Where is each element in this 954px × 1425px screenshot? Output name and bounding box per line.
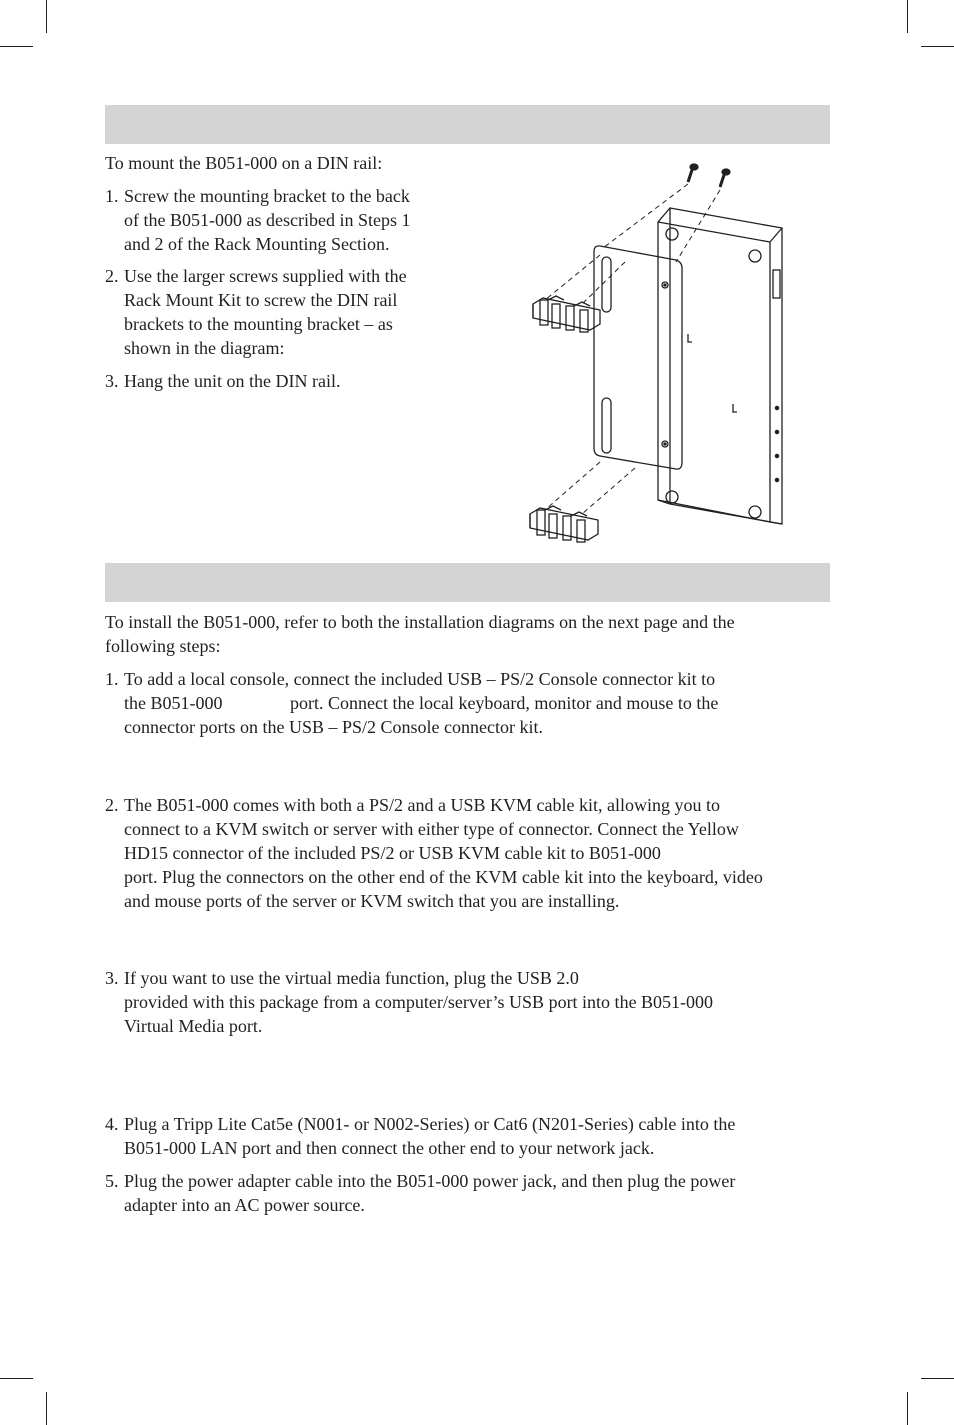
crop-mark <box>921 1378 954 1379</box>
step-number: 3. <box>105 371 119 391</box>
step-number: 2. <box>105 266 119 286</box>
step-number: 1. <box>105 669 119 689</box>
step-line: Rack Mount Kit to screw the DIN rail <box>124 290 398 310</box>
screw-icon <box>720 169 730 187</box>
kvm-unit-body <box>658 208 782 524</box>
intro-line: following steps: <box>105 636 221 656</box>
step-number: 5. <box>105 1171 119 1191</box>
step-number: 1. <box>105 186 119 206</box>
din-step <box>105 369 340 393</box>
din-rail-bracket <box>530 506 598 542</box>
crop-mark <box>0 1378 33 1379</box>
din-step <box>105 184 410 256</box>
step-line: the B051-000 port. Connect the local keyboard, monitor and mouse to the <box>124 693 719 713</box>
din-step <box>105 264 407 360</box>
step-line: brackets to the mounting bracket – as <box>124 314 393 334</box>
din-rail-bracket <box>533 296 600 332</box>
step-line: HD15 connector of the included PS/2 or USB KVM cable kit to B051-000 <box>124 843 661 863</box>
step-line: provided with this package from a computer/server’s USB port into the B051-000 <box>124 992 714 1012</box>
install-intro <box>105 610 735 658</box>
step-number: 2. <box>105 795 119 815</box>
step-line: Plug the power adapter cable into the B051-000 power jack, and then plug the power <box>124 1171 736 1191</box>
install-step <box>105 1169 735 1217</box>
step-line: connector ports on the USB – PS/2 Console connector kit. <box>124 717 543 737</box>
step-line: Hang the unit on the DIN rail. <box>124 371 341 391</box>
crop-mark <box>46 1392 47 1425</box>
screw-icon <box>688 164 698 182</box>
step-line: connect to a KVM switch or server with either type of connector. Connect the Yellow <box>124 819 739 839</box>
step-line: If you want to use the virtual media function, plug the USB 2.0 <box>124 968 579 988</box>
step-line: shown in the diagram: <box>124 338 285 358</box>
install-step <box>105 966 713 1038</box>
section-header-bar <box>105 563 830 602</box>
step-line: Use the larger screws supplied with the <box>124 266 407 286</box>
step-line: and 2 of the Rack Mounting Section. <box>124 234 390 254</box>
step-line: To add a local console, connect the included USB – PS/2 Console connector kit to <box>124 669 716 689</box>
section-header-bar <box>105 105 830 144</box>
step-number: 4. <box>105 1114 119 1134</box>
install-step <box>105 1112 735 1160</box>
step-line: of the B051-000 as described in Steps 1 <box>124 210 411 230</box>
crop-mark <box>907 1392 908 1425</box>
step-line: adapter into an AC power source. <box>124 1195 365 1215</box>
crop-mark <box>907 0 908 33</box>
step-number: 3. <box>105 968 119 988</box>
crop-mark <box>0 46 33 47</box>
install-step <box>105 793 763 913</box>
din-intro: To mount the B051-000 on a DIN rail: <box>105 153 383 173</box>
din-rail-mounting-diagram <box>520 158 790 548</box>
crop-mark <box>921 46 954 47</box>
install-step <box>105 667 718 739</box>
step-line: The B051-000 comes with both a PS/2 and a USB KVM cable kit, allowing you to <box>124 795 720 815</box>
mounting-bracket <box>594 246 682 469</box>
step-line: Virtual Media port. <box>124 1016 263 1036</box>
step-line: Plug a Tripp Lite Cat5e (N001- or N002-Series) or Cat6 (N201-Series) cable into the <box>124 1114 736 1134</box>
step-line: Screw the mounting bracket to the back <box>124 186 410 206</box>
crop-mark <box>46 0 47 33</box>
step-line: port. Plug the connectors on the other end of the KVM cable kit into the keyboard, video <box>124 867 763 887</box>
intro-line: To install the B051-000, refer to both the installation diagrams on the next page and the <box>105 612 735 632</box>
step-line: B051-000 LAN port and then connect the other end to your network jack. <box>124 1138 655 1158</box>
step-line: and mouse ports of the server or KVM switch that you are installing. <box>124 891 620 911</box>
